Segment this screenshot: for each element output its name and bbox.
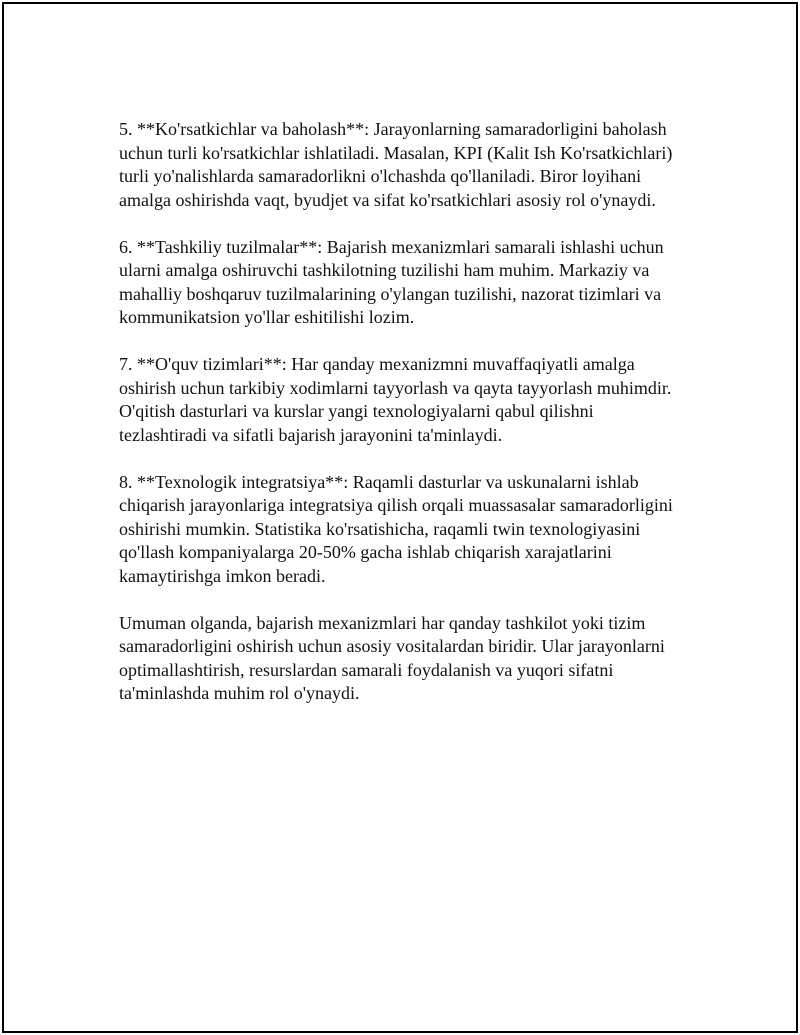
paragraph-training-systems bbox=[119, 353, 719, 447]
paragraph-conclusion bbox=[119, 612, 719, 706]
text-line: qo'llash kompaniyalarga 20-50% gacha ishlab chiqarish xarajatlarini bbox=[119, 542, 612, 562]
text-line: chiqarish jarayonlariga integratsiya qilish orqali muassasalar samaradorligini bbox=[119, 495, 673, 515]
text-line: optimallashtirish, resurslardan samarali foydalanish va yuqori sifatni bbox=[119, 659, 614, 680]
text-line: O'qitish dasturlari va kurslar yangi texnologiyalarni qabul qilishni bbox=[119, 401, 594, 421]
paragraph-organizational-structures bbox=[119, 236, 719, 330]
paragraph-indicators bbox=[119, 118, 719, 212]
text-line: ularni amalga oshiruvchi tashkilotning tuzilishi ham muhim. Markaziy va bbox=[119, 260, 650, 280]
text-line: Umuman olganda, bajarish mexanizmlari har qanday tashkilot yoki tizim bbox=[119, 612, 646, 633]
text-line: amalga oshirishda vaqt, byudjet va sifat ko'rsatkichlari asosiy rol o'ynaydi. bbox=[119, 189, 656, 210]
text-line: 6. **Tashkiliy tuzilmalar**: Bajarish mexanizmlari samarali ishlashi uchun bbox=[119, 236, 664, 257]
text-line: turli yo'nalishlarda samaradorlikni o'lchashda qo'llaniladi. Biror loyihani bbox=[119, 166, 642, 186]
text-line: uchun turli ko'rsatkichlar ishlatiladi. Masalan, KPI (Kalit Ish Ko'rsatkichlari) bbox=[119, 142, 673, 163]
text-line: ta'minlashda muhim rol o'ynaydi. bbox=[119, 683, 360, 703]
text-line: oshirishi mumkin. Statistika ko'rsatishicha, raqamli twin texnologiyasini bbox=[119, 518, 641, 539]
text-line: mahalliy boshqaruv tuzilmalarining o'ylangan tuzilishi, nazorat tizimlari va bbox=[119, 283, 662, 304]
text-line: tezlashtiradi va sifatli bajarish jarayonini ta'minlaydi. bbox=[119, 424, 503, 445]
text-line: kamaytirishga imkon beradi. bbox=[119, 565, 326, 586]
text-line: samaradorligini oshirish uchun asosiy vositalardan biridir. Ular jarayonlarni bbox=[119, 636, 665, 656]
text-line: 7. **O'quv tizimlari**: Har qanday mexanizmni muvaffaqiyatli amalga bbox=[119, 354, 635, 374]
text-line: kommunikatsion yo'llar eshitilishi lozim. bbox=[119, 307, 415, 327]
document-body bbox=[119, 118, 719, 729]
paragraph-technological-integration bbox=[119, 471, 719, 589]
text-line: 5. **Ko'rsatkichlar va baholash**: Jarayonlarning samaradorligini baholash bbox=[119, 119, 667, 139]
text-line: oshirish uchun tarkibiy xodimlarni tayyorlash va qayta tayyorlash muhimdir. bbox=[119, 377, 672, 398]
text-line: 8. **Texnologik integratsiya**: Raqamli dasturlar va uskunalarni ishlab bbox=[119, 471, 639, 492]
